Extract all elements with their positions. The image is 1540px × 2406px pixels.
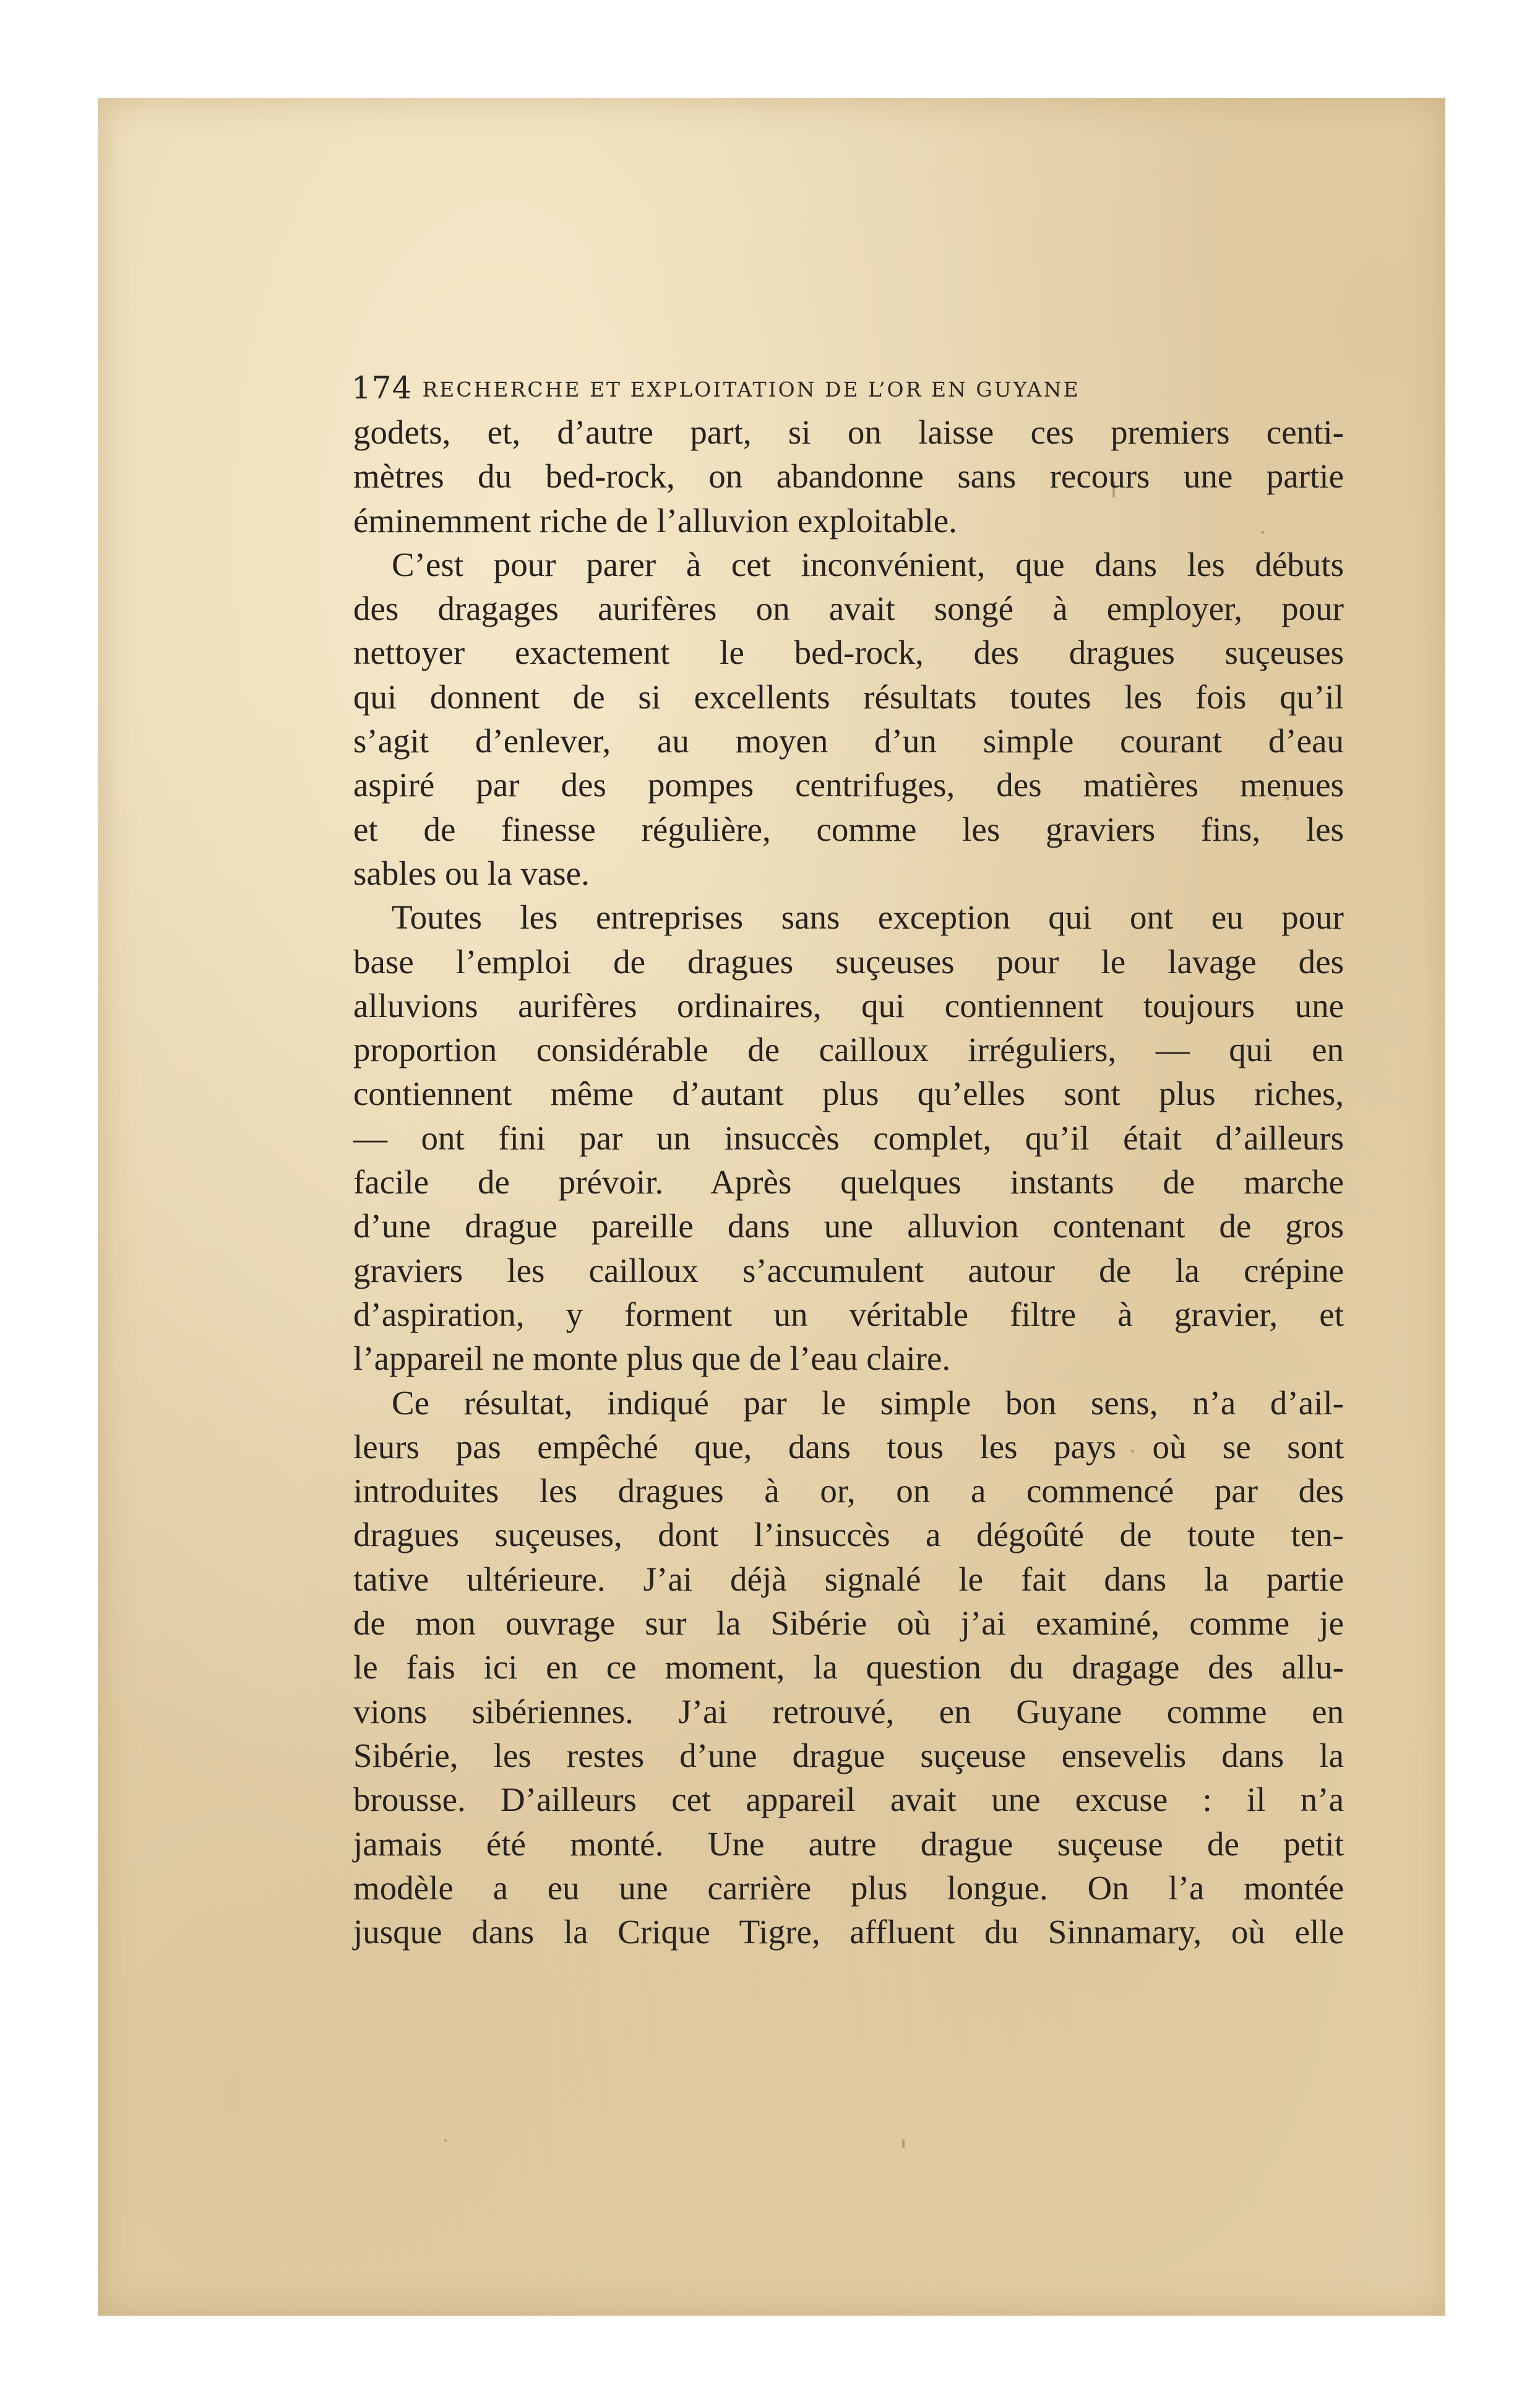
- text-line: jusque dans la Crique Tigre, affluent du Sinnamary, où elle: [353, 1913, 1344, 1951]
- text-line: contiennent même d’autant plus qu’elles sont plus riches,: [353, 1075, 1344, 1113]
- paper-speck: [902, 2139, 905, 2148]
- text-line: le fais ici en ce moment, la question du dragage des allu-: [353, 1648, 1344, 1686]
- text-line: alluvions aurifères ordinaires, qui contiennent toujours une: [353, 986, 1344, 1025]
- running-header: [351, 370, 1344, 406]
- text-line: d’une drague pareille dans une alluvion contenant de gros: [353, 1207, 1344, 1245]
- text-line: tative ultérieure. J’ai déjà signalé le fait dans la partie: [353, 1560, 1344, 1598]
- text-line: et de finesse régulière, comme les graviers fins, les: [353, 810, 1344, 848]
- text-line: vions sibériennes. J’ai retrouvé, en Guyane comme en: [353, 1692, 1344, 1730]
- text-line: l’appareil ne monte plus que de l’eau claire.: [353, 1339, 951, 1378]
- text-line: des dragages aurifères on avait songé à employer, pour: [353, 590, 1344, 628]
- text-line: base l’emploi de dragues suçeuses pour le lavage des: [353, 942, 1344, 981]
- text-line: qui donnent de si excellents résultats toutes les fois qu’il: [353, 677, 1344, 716]
- text-line: Sibérie, les restes d’une drague suçeuse ensevelis dans la: [353, 1736, 1344, 1774]
- page-number: 174: [351, 370, 413, 406]
- text-line: nettoyer exactement le bed-rock, des dragues suçeuses: [353, 634, 1344, 672]
- text-line: proportion considérable de cailloux irréguliers, — qui en: [353, 1031, 1344, 1069]
- text-line: jamais été monté. Une autre drague suçeuse de petit: [353, 1824, 1344, 1863]
- text-line: brousse. D’ailleurs cet appareil avait une excuse : il n’a: [353, 1781, 1344, 1819]
- text-line: Ce résultat, indiqué par le simple bon sens, n’a d’ail-: [392, 1383, 1344, 1422]
- paper-speck: [444, 2139, 447, 2142]
- text-line: — ont fini par un insuccès complet, qu’il était d’ailleurs: [353, 1119, 1344, 1157]
- text-line: facile de prévoir. Après quelques instants de marche: [353, 1163, 1344, 1201]
- book-page: [98, 98, 1445, 2316]
- text-line: mètres du bed-rock, on abandonne sans recours une partie: [353, 457, 1344, 496]
- text-line: s’agit d’enlever, au moyen d’un simple courant d’eau: [353, 722, 1344, 760]
- text-line: godets, et, d’autre part, si on laisse ces premiers centi-: [353, 413, 1344, 451]
- text-line: modèle a eu une carrière plus longue. On l’a montée: [353, 1868, 1344, 1907]
- text-line: dragues suçeuses, dont l’insuccès a dégoûté de toute ten-: [353, 1516, 1344, 1554]
- text-line: graviers les cailloux s’accumulent autour de la crépine: [353, 1251, 1344, 1289]
- text-line: aspiré par des pompes centrifuges, des matières menues: [353, 766, 1344, 804]
- text-line: sables ou la vase.: [353, 854, 590, 892]
- text-line: Toutes les entreprises sans exception qui ont eu pour: [392, 898, 1344, 937]
- text-line: C’est pour parer à cet inconvénient, que dans les débuts: [392, 545, 1344, 583]
- text-line: d’aspiration, y forment un véritable filtre à gravier, et: [353, 1295, 1344, 1333]
- text-line: leurs pas empêché que, dans tous les pays où se sont: [353, 1427, 1344, 1466]
- body-text: [353, 410, 1344, 1954]
- text-line: éminemment riche de l’alluvion exploitable.: [353, 501, 957, 539]
- running-title: RECHERCHE ET EXPLOITATION DE L’OR EN GUYANE: [422, 377, 1080, 402]
- text-line: de mon ouvrage sur la Sibérie où j’ai examiné, comme je: [353, 1604, 1344, 1643]
- text-line: introduites les dragues à or, on a commencé par des: [353, 1472, 1344, 1510]
